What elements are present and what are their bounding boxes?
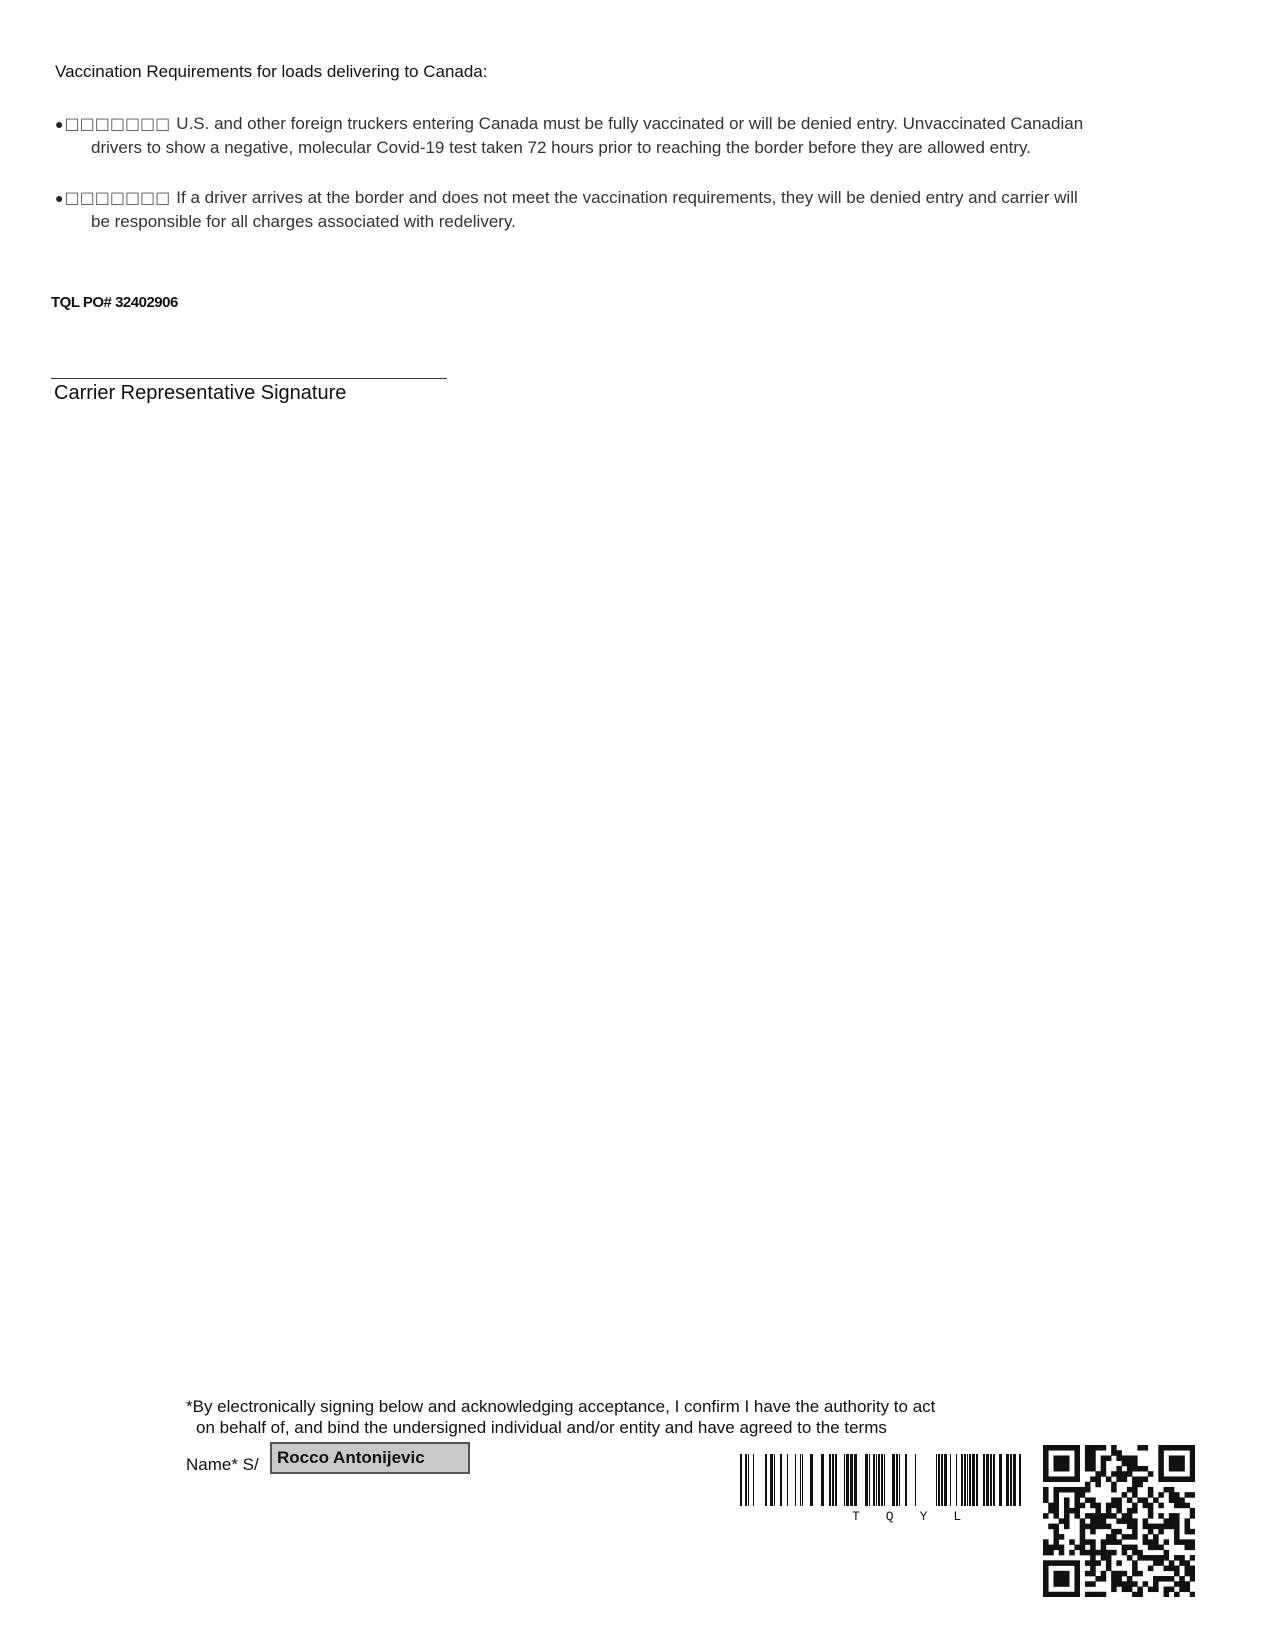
po-number: TQL PO# 32402906 bbox=[51, 294, 178, 311]
bullet-text-line2: be responsible for all charges associated with redelivery. bbox=[91, 212, 516, 231]
bullet-text-line1: U.S. and other foreign truckers entering Canada must be fully vaccinated or will be denied entry. Unvaccinated Canadian bbox=[176, 114, 1084, 133]
terms-statement bbox=[186, 1396, 1026, 1438]
placeholder-boxes: □□□□□□□ bbox=[64, 188, 171, 207]
bullet-marker: ● bbox=[55, 116, 64, 132]
bullet-item bbox=[55, 186, 1185, 233]
terms-line-2: on behalf of, and bind the undersigned individual and/or entity and have agreed to the terms bbox=[196, 1418, 887, 1437]
qr-code-icon bbox=[1043, 1445, 1195, 1597]
terms-line-1: *By electronically signing below and acknowledging acceptance, I confirm I have the authority to act bbox=[186, 1397, 936, 1416]
bullet-text-line2: drivers to show a negative, molecular Covid-19 test taken 72 hours prior to reaching the border before they are allowed entry. bbox=[91, 138, 1031, 157]
placeholder-boxes: □□□□□□□ bbox=[64, 114, 171, 133]
name-signature-field[interactable]: Rocco Antonijevic bbox=[270, 1442, 470, 1474]
signature-label: Carrier Representative Signature bbox=[54, 382, 347, 404]
signature-line bbox=[51, 378, 447, 379]
barcode-icon bbox=[740, 1454, 1022, 1514]
bullet-text-line1: If a driver arrives at the border and does not meet the vaccination requirements, they will be denied entry and carrier will bbox=[176, 188, 1078, 207]
barcode-text: TQYL bbox=[852, 1509, 988, 1524]
bullet-marker: ● bbox=[55, 190, 64, 206]
section-heading: Vaccination Requirements for loads delivering to Canada: bbox=[55, 62, 488, 81]
bullet-item bbox=[55, 112, 1185, 159]
name-label: Name* S/ bbox=[186, 1455, 259, 1474]
